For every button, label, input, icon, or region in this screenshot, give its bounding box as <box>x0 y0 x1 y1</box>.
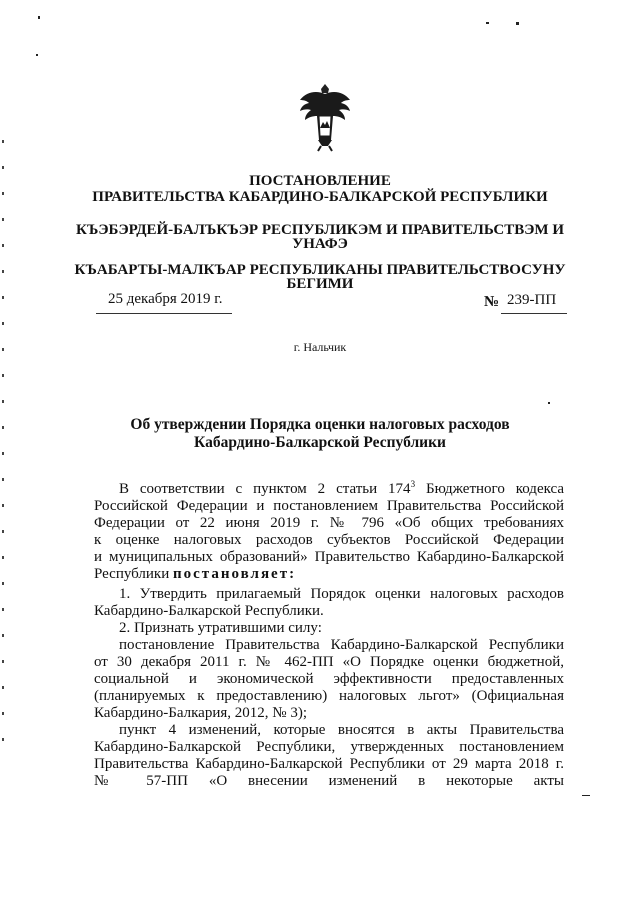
decree-number: 239-ПП <box>507 292 557 308</box>
government-name-russian: ПРАВИТЕЛЬСТВА КАБАРДИНО-БАЛКАРСКОЙ РЕСПУБЛИКИ <box>92 189 548 205</box>
document-title-line2: Кабардино-Балкарской Республики <box>194 434 446 451</box>
coat-of-arms-emblem <box>298 80 352 152</box>
body-line: (планируемых к предоставлению) налоговых льгот» (Официальная <box>94 688 564 704</box>
body-line: к оценке налоговых расходов субъектов Российской Федерации <box>94 532 564 548</box>
body-line: и муниципальных образований» Правительство Кабардино-Балкарской <box>94 549 564 565</box>
date-underline <box>96 313 232 314</box>
body-line: от 30 декабря 2011 г. № 462-ПП «О Порядке оценки бюджетной, <box>94 654 564 670</box>
body-line: Российской Федерации и постановлением Правительства Российской <box>94 498 564 514</box>
government-name-kabardian-line1: КЪЭБЭРДЕЙ-БАЛЪКЪЭР РЕСПУБЛИКЭМ И ПРАВИТЕЛЬСТВЭМ И <box>76 222 564 238</box>
number-underline <box>501 313 567 314</box>
body-line: постановление Правительства Кабардино-Балкарской Республики <box>119 637 564 653</box>
scan-speck <box>582 795 590 796</box>
number-label: № <box>484 294 500 310</box>
body-line: 1. Утвердить прилагаемый Порядок оценки налоговых расходов <box>119 586 564 602</box>
body-line: Кабардино-Балкария, 2012, № 3); <box>94 705 307 721</box>
body-line: № 57-ПП «О внесении изменений в некоторые акты <box>94 773 564 789</box>
body-line: Правительства Кабардино-Балкарской Республики от 29 марта 2018 г. <box>94 756 564 772</box>
body-line: социальной и экономической эффективности предоставленных <box>94 671 564 687</box>
scan-speck <box>38 16 40 19</box>
city-name: г. Нальчик <box>293 340 347 354</box>
decree-date: 25 декабря 2019 г. <box>108 291 223 307</box>
body-line: Кабардино-Балкарской Республики. <box>94 603 324 619</box>
decree-type-heading: ПОСТАНОВЛЕНИЕ <box>249 173 391 189</box>
body-line: Федерации от 22 июня 2019 г. № 796 «Об общих требованиях <box>94 515 564 531</box>
document-title-line1: Об утверждении Порядка оценки налоговых расходов <box>130 416 510 433</box>
government-name-kabardian-line2: УНАФЭ <box>292 236 348 252</box>
body-line: 2. Признать утратившими силу: <box>119 620 322 636</box>
body-line: В соответствии с пунктом 2 статьи $174^3$ Бюджетного кодекса <box>119 479 565 497</box>
body-line: Кабардино-Балкарской Республики, утвержденных постановлением <box>94 739 564 755</box>
scan-speck <box>516 22 519 25</box>
government-name-balkar-line2: БЕГИМИ <box>286 276 354 292</box>
decree-verb: постановляет: <box>173 566 297 582</box>
body-line: Республики постановляет: <box>94 566 297 582</box>
government-name-balkar-line1: КЪАБАРТЫ-МАЛКЪАР РЕСПУБЛИКАНЫ ПРАВИТЕЛЬСТВОСУНУ <box>74 262 566 278</box>
body-line: пункт 4 изменений, которые вносятся в акты Правительства <box>119 722 564 738</box>
scan-speck <box>486 22 489 24</box>
scan-speck <box>36 54 38 56</box>
scan-speck <box>548 402 550 404</box>
